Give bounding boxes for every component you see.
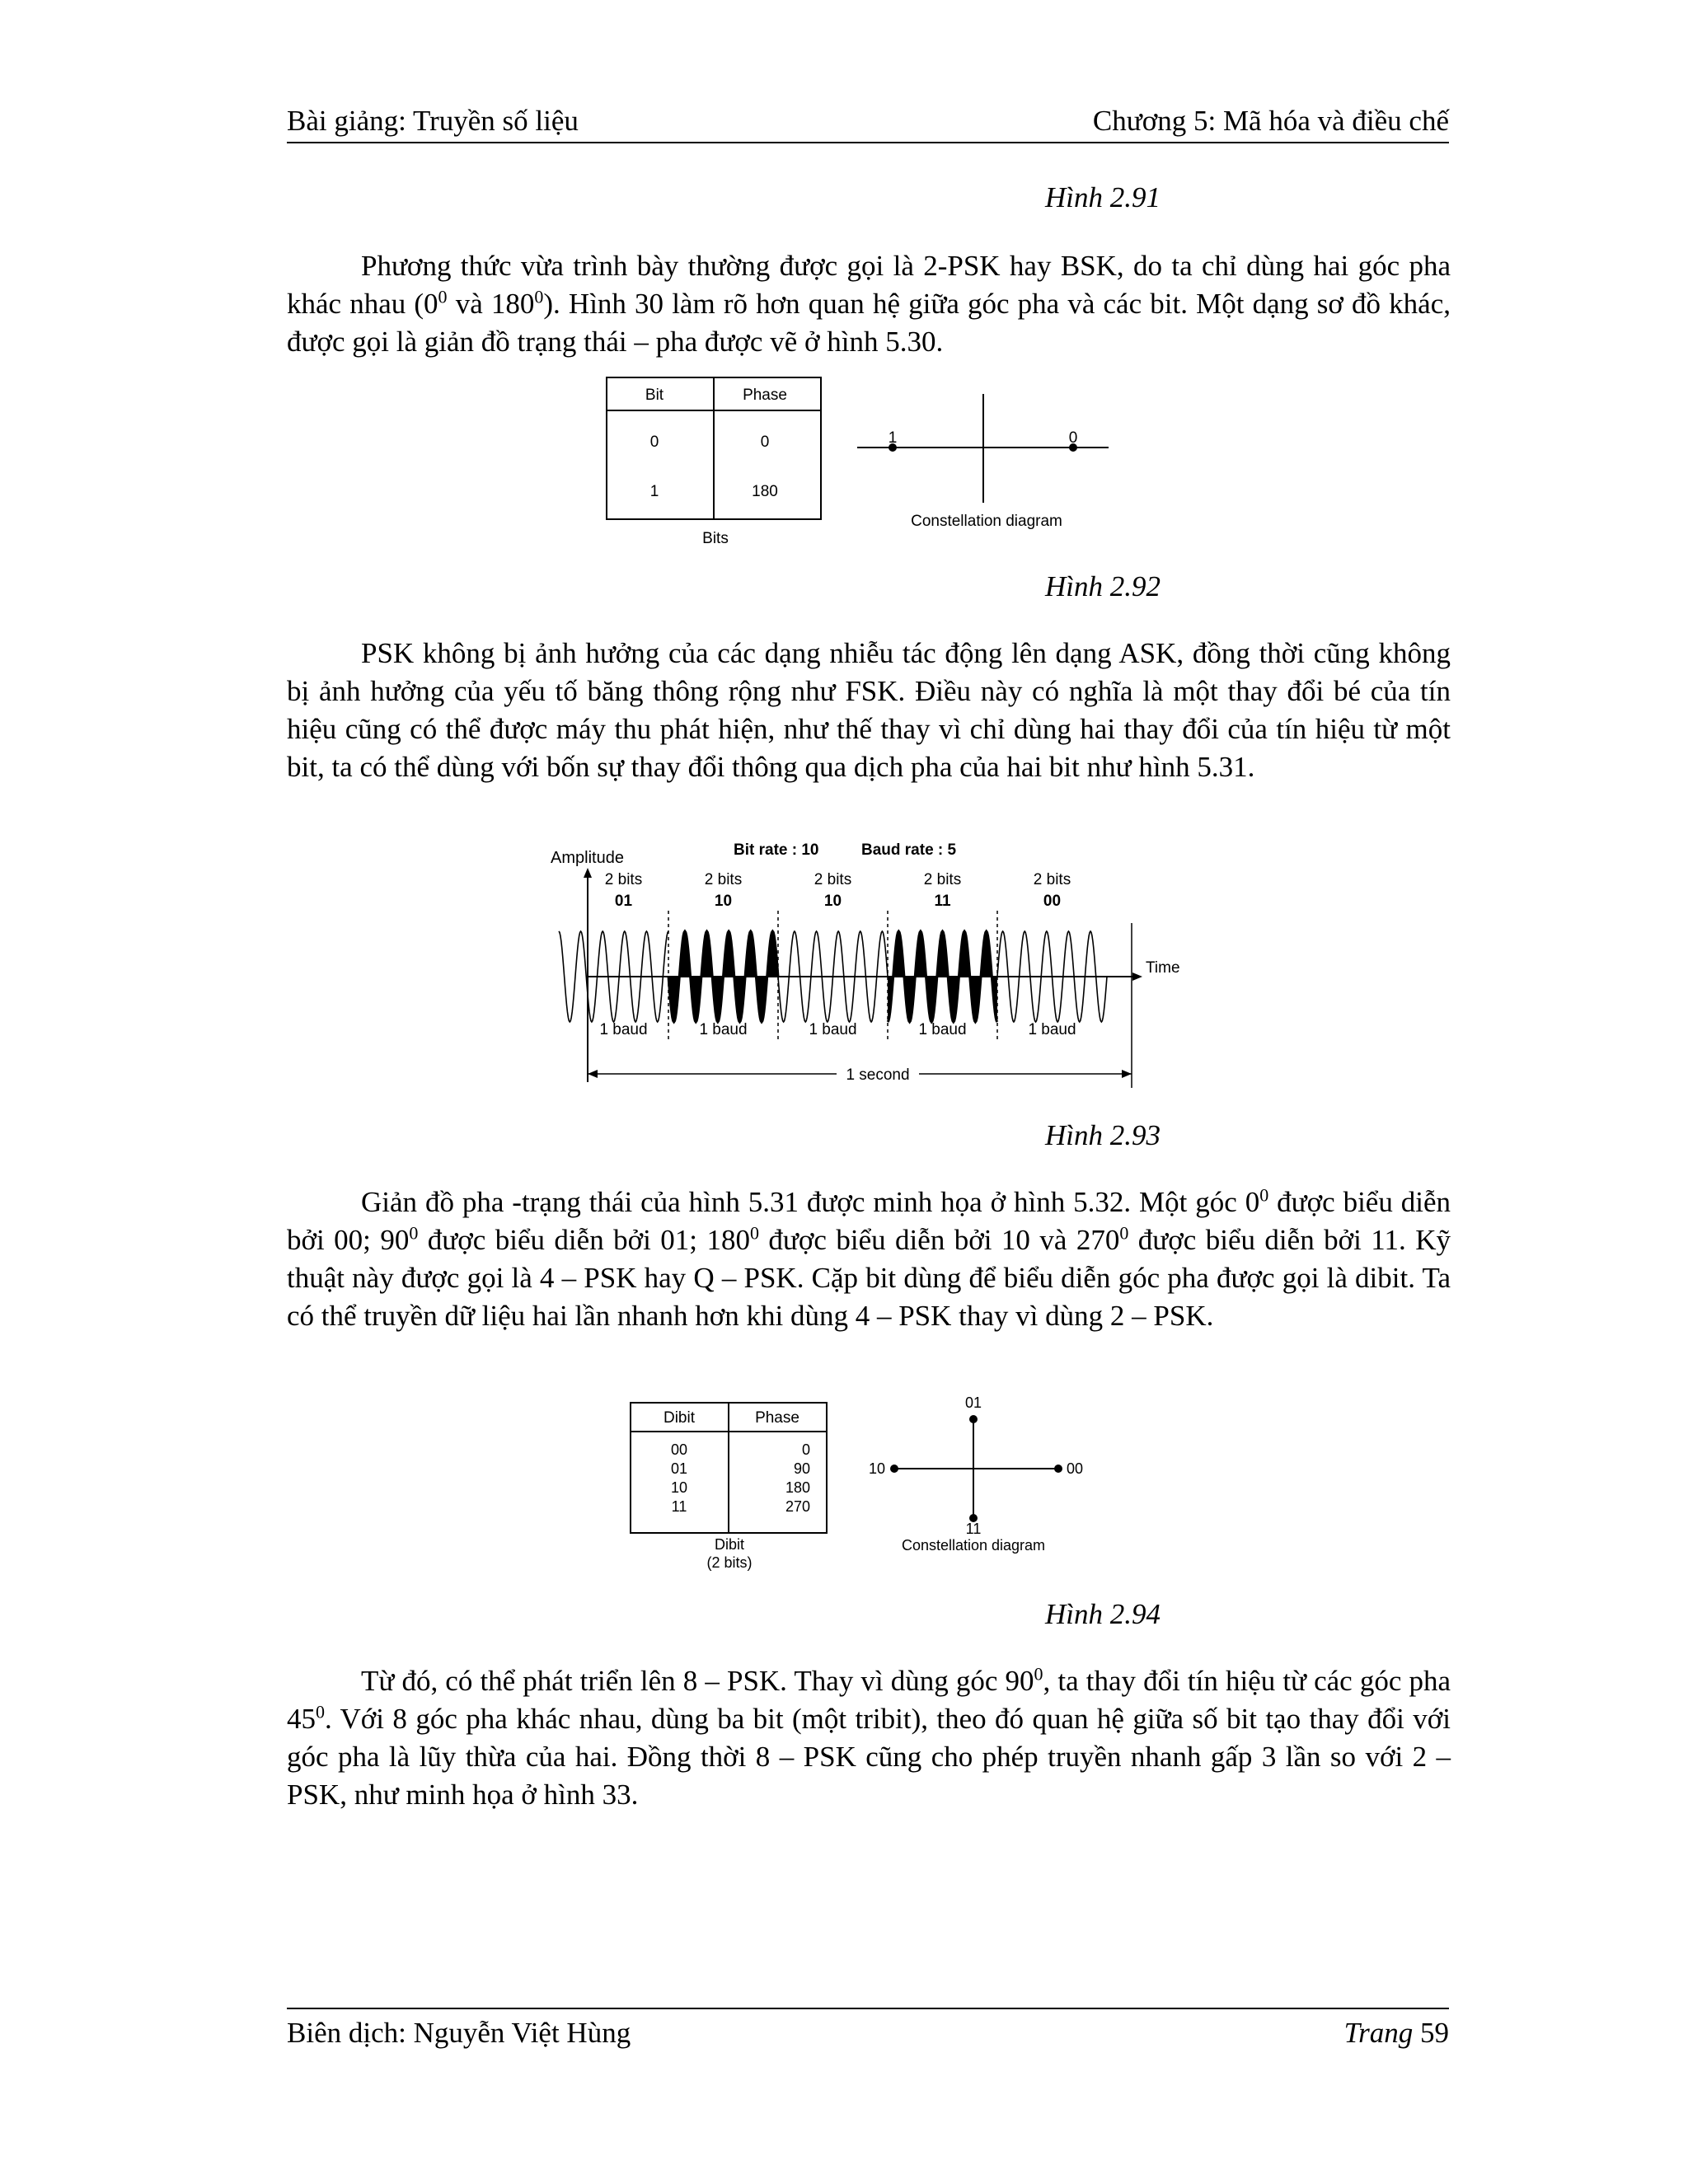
dibit-value: 11 [934, 893, 951, 910]
footer-page-label: Trang [1343, 2017, 1414, 2049]
span-arrow-left-icon [588, 1070, 598, 1078]
one-second-label: 1 second [846, 1066, 910, 1084]
baud-label: 1 baud [699, 1021, 748, 1038]
paragraph-4 [287, 1662, 1451, 1814]
page-number: 59 [1420, 2017, 1449, 2049]
paragraph-3-text-b: được biểu diễn bởi 00; 90 [287, 1186, 1451, 1256]
superscript: 0 [1119, 1222, 1129, 1244]
baud-label: 1 baud [599, 1021, 648, 1038]
table-caption-line-2: (2 bits) [706, 1554, 753, 1571]
baud-label: 1 baud [1028, 1021, 1076, 1038]
dibit-value: 00 [1043, 893, 1062, 910]
bit-phase-table [607, 377, 821, 547]
table-header-dibit: Dibit [663, 1409, 696, 1427]
footer-rule [287, 2008, 1449, 2009]
table-cell: 90 [793, 1460, 810, 1477]
figure-2-92 [577, 371, 1137, 560]
dibit-column [671, 1441, 687, 1515]
dibit-value: 01 [614, 893, 633, 910]
amplitude-arrow-icon [584, 868, 592, 878]
bits-label: 2 bits [814, 871, 852, 888]
table-cell: 180 [752, 483, 778, 500]
superscript: 0 [534, 286, 544, 307]
superscript: 0 [316, 1701, 325, 1722]
superscript: 0 [1259, 1184, 1269, 1206]
table-cell: 270 [785, 1498, 810, 1515]
superscript: 0 [749, 1222, 759, 1244]
paragraph-1-text-a: Phương thức vừa trình bày thường được gọi là 2-PSK hay BSK, do ta chỉ dùng hai góc pha khác nhau (0 [287, 250, 1451, 320]
page-header [287, 101, 1449, 142]
bit-rate-label: Bit rate : 10 [734, 841, 819, 859]
table-cell: 0 [801, 1441, 810, 1458]
constellation-diagram [869, 1394, 1083, 1554]
paragraph-3-text-c: được biểu diễn bởi 01; 180 [418, 1224, 750, 1256]
diagram-caption: Constellation diagram [901, 1537, 1046, 1554]
amplitude-label: Amplitude [551, 849, 624, 867]
superscript: 0 [409, 1222, 419, 1244]
figure-caption-2-94: Hình 2.94 [1045, 1598, 1160, 1630]
table-cell: 1 [649, 483, 659, 500]
point-label: 00 [1067, 1460, 1084, 1477]
paragraph-3 [287, 1183, 1451, 1335]
baud-label: 1 baud [918, 1021, 967, 1038]
time-label: Time [1146, 959, 1180, 977]
footer-page [1344, 2013, 1449, 2054]
table-header-bit: Bit [645, 387, 664, 404]
paragraph-3-text-a: Giản đồ pha -trạng thái của hình 5.31 được minh họa ở hình 5.32. Một góc 0 [361, 1186, 1260, 1218]
header-course-title: Bài giảng: Truyền số liệu [287, 105, 579, 137]
figure-caption-2-93: Hình 2.93 [1045, 1119, 1160, 1151]
figure-2-94 [610, 1385, 1121, 1582]
figure-2-93 [544, 837, 1203, 1100]
table-header-phase: Phase [743, 387, 787, 404]
header-rule [287, 142, 1449, 143]
point-label: 10 [868, 1460, 885, 1477]
paragraph-4-text-a: Từ đó, có thể phát triển lên 8 – PSK. Thay vì dùng góc 90 [361, 1665, 1034, 1697]
table-caption-line-1: Dibit [714, 1536, 745, 1553]
phase-column [785, 1441, 810, 1515]
bits-label: 2 bits [923, 871, 962, 888]
header-chapter-title: Chương 5: Mã hóa và điều chế [1092, 105, 1449, 137]
paragraph-4-text-b: , ta thay đổi tín hiệu từ các góc pha 45 [287, 1665, 1451, 1735]
figure-caption-2-91: Hình 2.91 [1045, 181, 1160, 213]
superscript: 0 [1034, 1663, 1043, 1685]
table-cell: 180 [785, 1479, 810, 1496]
bits-label: 2 bits [1033, 871, 1071, 888]
figure-caption-2-92: Hình 2.92 [1045, 570, 1160, 602]
point-label: 11 [965, 1521, 982, 1537]
constellation-point [969, 1415, 978, 1423]
page-footer [287, 2013, 1449, 2054]
point-label: 1 [888, 429, 898, 447]
table-cell: 0 [649, 434, 659, 451]
bits-label: 2 bits [604, 871, 643, 888]
dibit-value: 10 [714, 893, 733, 910]
dibit-value: 10 [823, 893, 842, 910]
paragraph-1 [287, 247, 1451, 361]
table-cell: 10 [670, 1479, 688, 1496]
paragraph-1-text-b: và 180 [447, 288, 535, 320]
paragraph-2-text: PSK không bị ảnh hưởng của các dạng nhiễu tác động lên dạng ASK, đồng thời cũng không bị ảnh hưởng của yếu tố băng thông rộng như FSK. Điều này có nghĩa là một thay đổi bé của tín hiệu cũng có thể được máy thu phát hiện, như thế thay vì chỉ dùng hai thay đổi của tín hiệu từ một bit, ta có thể dùng với bốn sự thay đổi thông qua dịch pha của hai bit như hình 5.31. [287, 637, 1451, 783]
table-cell: 00 [670, 1441, 688, 1458]
diagram-caption: Constellation diagram [911, 513, 1062, 530]
table-caption: Bits [702, 530, 729, 547]
baud-label: 1 baud [809, 1021, 857, 1038]
paragraph-2 [287, 635, 1451, 786]
time-arrow-icon [1132, 972, 1142, 981]
superscript: 0 [438, 286, 448, 307]
paragraph-1-text-c: ). Hình 30 làm rõ hơn quan hệ giữa góc pha và các bit. Một dạng sơ đồ khác, được gọi là giản đồ trạng thái – pha được vẽ ở hình 5.30. [287, 288, 1451, 358]
baud-rate-label: Baud rate : 5 [861, 841, 957, 859]
table-header-phase: Phase [755, 1409, 799, 1427]
span-arrow-right-icon [1122, 1070, 1132, 1078]
bits-label: 2 bits [704, 871, 743, 888]
constellation-diagram [857, 394, 1109, 530]
constellation-point [890, 1465, 898, 1473]
paragraph-4-text-c: . Với 8 góc pha khác nhau, dùng ba bit (một tribit), theo đó quan hệ giữa số bit tạo thay đổi với góc pha là lũy thừa của hai. Đồng thời 8 – PSK cũng cho phép truyền nhanh gấp 3 lần so với 2 – PSK, như minh họa ở hình 33. [287, 1703, 1451, 1811]
point-label: 01 [964, 1394, 982, 1411]
point-label: 0 [1068, 429, 1078, 447]
paragraph-3-text-e: được biểu diễn bởi 11. Kỹ thuật này được gọi là 4 – PSK hay Q – PSK. Cặp bit dùng để biểu diễn góc pha được gọi là dibit. Ta có thể truyền dữ liệu hai lần nhanh hơn khi dùng 4 – PSK thay vì dùng 2 – PSK. [287, 1224, 1451, 1332]
table-cell: 01 [670, 1460, 688, 1477]
footer-translator: Biên dịch: Nguyễn Việt Hùng [287, 2017, 631, 2049]
table-cell: 0 [760, 434, 770, 451]
dibit-phase-table [631, 1403, 827, 1571]
constellation-point [1054, 1465, 1062, 1473]
paragraph-3-text-d: được biểu diễn bởi 10 và 270 [758, 1224, 1120, 1256]
table-cell: 11 [671, 1498, 687, 1515]
